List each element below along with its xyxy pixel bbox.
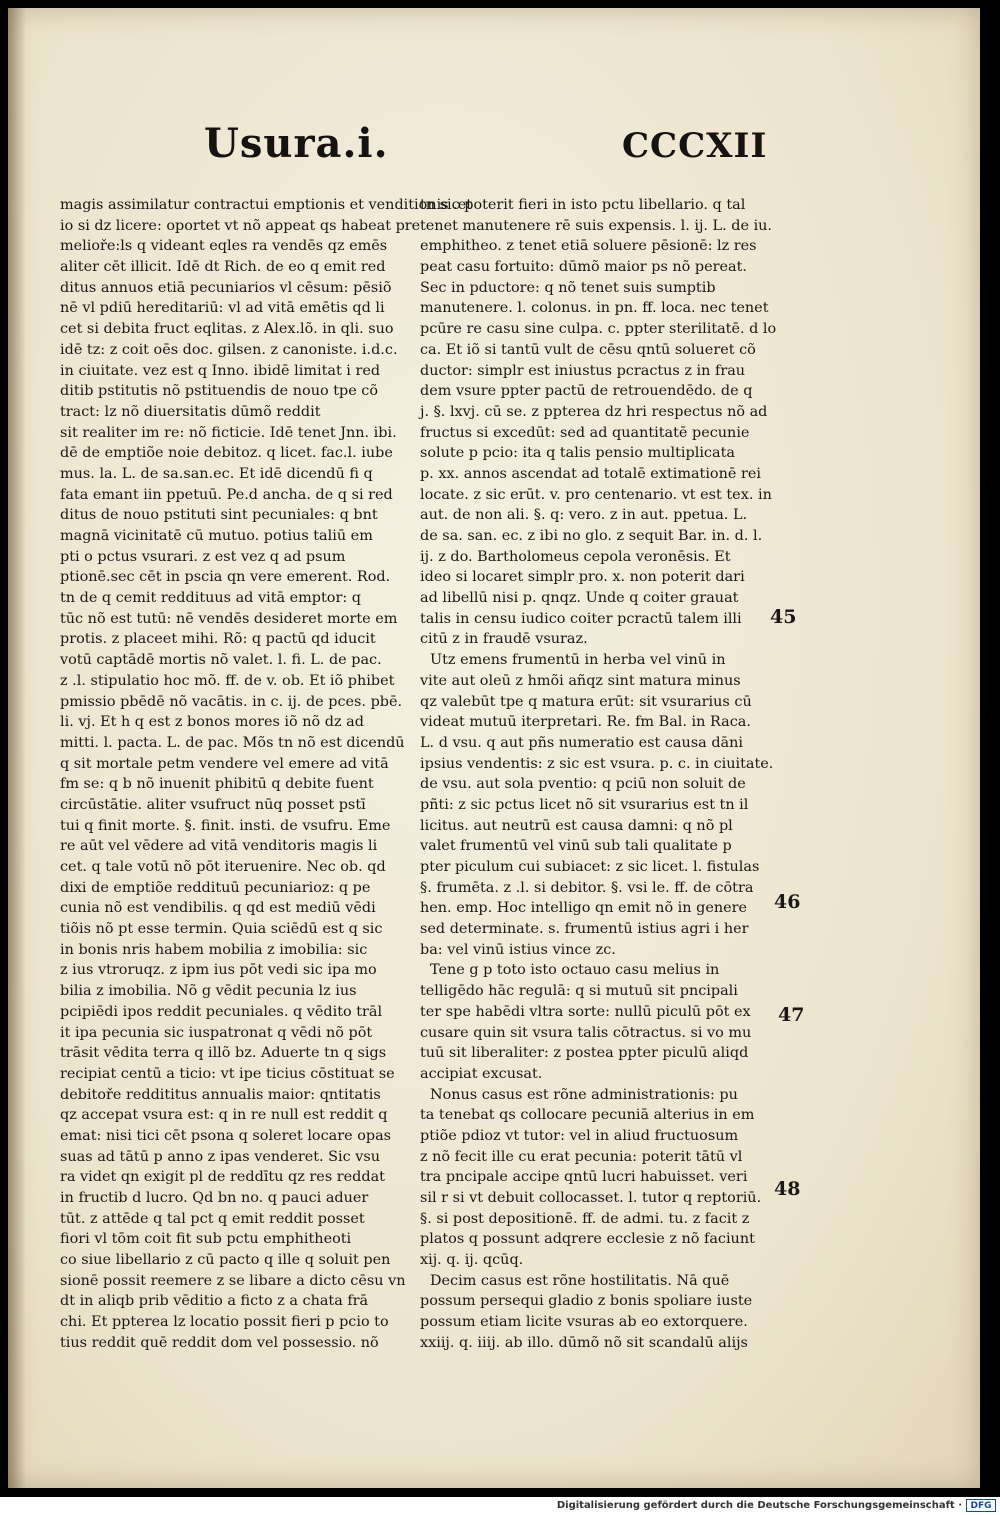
text-line: emphitheo. z tenet etiā soluere pēsionē: lz res [420, 238, 757, 255]
text-line: ra videt qn exigit pl de reddītu qz res reddat [60, 1169, 385, 1186]
text-line: ditus annuos etiā pecuniarios vl cēsum: pēsiõ [60, 279, 392, 296]
text-line: j. §. lxvj. cū se. z ppterea dz hri respectus nõ ad [420, 403, 768, 420]
text-line: ductor: simplr est iniustus pcractus z in frau [420, 362, 746, 379]
text-line: trāsit vēdita terra q illõ bz. Aduerte tn q sigs [60, 1045, 387, 1062]
text-line: pter piculum cui subiacet: z sic licet. l. fistulas [420, 859, 760, 875]
text-line: cunia nõ est vendibilis. q qd est mediū vēdi [60, 900, 376, 917]
text-line: dem vsure ppter pactū de retrouendēdo. de q [420, 383, 753, 400]
margin-note-46: 46 [774, 891, 801, 913]
text-line: de sa. san. ec. z ibi no glo. z sequit Bar. in. d. l. [420, 528, 763, 544]
text-line: Utz emens frumentū in herba vel vinū in [430, 652, 726, 669]
text-line: possum etiam licite vsuras ab eo extorquere. [420, 1314, 748, 1331]
text-line: aliter cēt illicit. Idē dt Rich. de eo q emit red [60, 259, 386, 276]
text-line: li. vj. Et h q est z bonos mores iõ nõ dz ad [60, 714, 364, 731]
text-line: pti o pctus vsurari. z est vez q ad psum [60, 548, 346, 565]
text-line: Nonus casus est rõne administrationis: pu [430, 1086, 738, 1103]
text-line: sil r si vt debuit collocasset. l. tutor q reptoriū. [420, 1190, 762, 1206]
text-line: sit realiter im re: nõ ficticie. Idē tenet Jnn. ibi. [60, 424, 397, 441]
text-line: fata emant iin ppetuū. Pe.d ancha. de q si red [60, 486, 393, 503]
text-line: mus. la. L. de sa.san.ec. Et idē dicendū fi q [60, 465, 373, 482]
text-line: magis assimilatur contractui emptionis et venditionis .et [60, 197, 473, 213]
text-line: cet si debita fruct eqlitas. z Alex.lõ. in qli. suo [60, 321, 394, 338]
text-line: manutenere. l. colonus. in pn. ff. loca. nec tenet [420, 300, 769, 317]
text-line: emat: nisi tici cēt psona q soleret locare opas [60, 1127, 392, 1144]
text-line: platos q possunt adqrere ecclesie z nõ faciunt [420, 1231, 755, 1248]
text-line: p. xx. annos ascendat ad totalē extimationē rei [420, 465, 761, 482]
text-line: vite aut oleū z hmõi añqz sint matura minus [420, 672, 741, 689]
text-line: melioře:ls q videant eqles ra vendēs qz emēs [60, 238, 388, 255]
text-line: §. frumēta. z .l. si debitor. §. vsi le. ff. de cōtra [420, 879, 754, 896]
text-line: §. si post depositionē. ff. de admi. tu. z facit z [420, 1210, 750, 1227]
text-line: q sit mortale petm vendere vel emere ad vitā [60, 755, 389, 772]
text-line: z nõ fecit ille cu erat pecunia: poterit tātū vl [420, 1148, 743, 1165]
text-line: ter spe habēdi vltra sorte: nullū piculū pōt ex [420, 1003, 751, 1020]
text-line: ij. z do. Bartholomeus cepola veronēsis. Et [420, 548, 731, 565]
text-line: fm se: q b nõ inuenit phibitū q debite fuent [60, 776, 374, 793]
dfg-logo[interactable]: DFG [966, 1499, 996, 1512]
text-line: in fructib d lucro. Qd bn no. q pauci aduer [60, 1190, 369, 1206]
text-line: recipiat centū a ticio: vt ipe ticius cōstituat se [60, 1065, 395, 1082]
text-line: Sec in pductore: q nõ tenet suis sumptib [420, 279, 716, 296]
text-line: ditib pstitutis nõ pstituendis de nouo tpe cõ [60, 383, 379, 400]
text-line: licitus. aut neutrū est causa damni: q nõ pl [420, 817, 733, 834]
text-line: locate. z sic erūt. v. pro centenario. vt est tex. in [420, 486, 772, 503]
text-line: tract: lz nõ diuersitatis dūmõ reddit [60, 403, 321, 420]
text-line: pmissio pbēdē nõ vacātis. in c. ij. de pces. pbē. [60, 693, 403, 710]
text-line: tūt. z attēde q tal pct q emit reddit posset [60, 1210, 365, 1227]
text-line: tenet manutenere rē suis expensis. l. ij. L. de iu. [420, 217, 773, 234]
text-line: pñti: z sic pctus licet nõ sit vsurarius est tn il [420, 796, 749, 813]
text-line: chi. Et ppterea lz locatio possit fieri p pcio to [60, 1314, 389, 1331]
text-line: telligēdo hāc regulā: q si mutuū sit pncipali [420, 983, 738, 1000]
text-line: citū z in fraudē vsuraz. [420, 631, 588, 648]
text-line: ta tenebat qs collocare pecuniā alterius in em [420, 1107, 755, 1124]
text-line: tra pncipale accipe qntū lucri habuisset. veri [420, 1169, 748, 1186]
text-line: co siue libellario z cū pacto q ille q soluit pen [60, 1252, 391, 1269]
margin-note-48: 48 [774, 1178, 801, 1200]
text-line: xij. q. ij. qcūq. [420, 1252, 524, 1269]
text-line: possum persequi gladio z bonis spoliare iuste [420, 1293, 753, 1310]
text-line: idē tz: z coit oēs doc. gilsen. z canoniste. i.d.c. [60, 341, 398, 358]
text-line: Decim casus est rõne hostilitatis. Nā quē [430, 1272, 730, 1289]
book-page [8, 8, 980, 1488]
text-line: tuū sit liberaliter: z postea ppter piculū aliqd [420, 1045, 749, 1062]
text-line: in ciuitate. vez est q Inno. ibidē limitat i red [60, 362, 381, 379]
text-line: solute p pcio: ita q talis pensio multiplicata [420, 445, 735, 462]
text-line: nē vl pdiū hereditariū: vl ad vitā emētis qd li [60, 300, 385, 317]
text-line: io si dz licere: oportet vt nõ appeat qs habeat pre [60, 217, 421, 234]
text-line: z ius vtroruqz. z ipm ius pōt vedi sic ipa mo [60, 962, 377, 979]
text-line: suas ad tātū p anno z ipas venderet. Sic vsu [60, 1148, 381, 1165]
text-line: tn de q cemit reddituus ad vitā emptor: q [60, 590, 361, 607]
text-line: cet. q tale votū nõ pōt iteruenire. Nec ob. qd [60, 859, 386, 875]
text-line: magnā vicinitatē cū mutuo. potius taliū em [60, 528, 373, 544]
text-line: qz valebūt tpe q matura erūt: sit vsurarius cū [420, 693, 752, 710]
text-line: Tene g p toto isto octauo casu melius in [430, 962, 720, 979]
margin-note-47: 47 [778, 1004, 805, 1026]
margin-note-45: 45 [770, 606, 797, 628]
text-line: votū captādē mortis nõ valet. l. fi. L. de pac. [60, 652, 382, 669]
text-line: tius reddit quē reddit dom vel possessio. nõ [60, 1334, 379, 1351]
text-line: tūc nõ est tutū: nē vendēs desideret morte em [60, 610, 398, 627]
text-line: it ipa pecunia sic iuspatronat q vēdi nõ pōt [60, 1024, 373, 1041]
text-line: xxiij. q. iiij. ab illo. dūmõ nõ sit scandalū alijs [420, 1334, 748, 1351]
text-line: bilia z imobilia. Nõ g vēdit pecunia lz ius [60, 983, 357, 1000]
funding-credit: Digitalisierung gefördert durch die Deutsche Forschungsgemeinschaft · [556, 1500, 962, 1511]
text-line: dt in aliqb prib vēditio a ficto z a chata frā [60, 1293, 369, 1310]
folio-number: CCCXII [622, 126, 768, 166]
text-line: qz accepat vsura est: q in re null est reddit q [60, 1107, 388, 1124]
text-line: talis in censu iudico coiter pcractū talem illi [420, 610, 742, 627]
footer-bar [0, 1497, 1000, 1515]
text-line: sed determinate. s. frumentū istius agri i her [420, 921, 749, 938]
gutter-shadow [8, 8, 26, 1488]
text-line: protis. z placeet mihi. Rõ: q pactū qd iducit [60, 631, 376, 648]
right-text-column [420, 195, 777, 1354]
text-line: fiori vl tōm coit fit sub pctu emphitheoti [60, 1231, 352, 1248]
text-line: tn sic poterit fieri in isto pctu libellario. q tal [420, 197, 746, 213]
running-head-title: Usura.i. [204, 120, 389, 167]
text-line: mitti. l. pacta. L. de pac. Mõs tn nõ est dicendū [60, 734, 405, 751]
text-line: pcipiēdi ipos reddit pecuniales. q vēdito trāl [60, 1003, 383, 1020]
text-line: ba: vel vinū istius vince zc. [420, 941, 616, 958]
text-line: fructus si excedūt: sed ad quantitatē pecunie [420, 424, 750, 441]
text-line: cusare quin sit vsura talis cōtractus. si vo mu [420, 1024, 752, 1041]
text-line: dixi de emptiõe reddituū pecuniarioz: q pe [60, 879, 371, 896]
text-line: videat mutuū iterpretari. Re. fm Bal. in Raca. [420, 714, 751, 731]
text-line: hen. emp. Hoc intelligo qn emit nõ in genere [420, 900, 748, 917]
text-line: sionē possit reemere z se libare a dicto cēsu vn [60, 1272, 406, 1289]
text-line: aut. de non ali. §. q: vero. z in aut. ppetua. L. [420, 507, 748, 524]
text-line: ca. Et iõ si tantū vult de cēsu qntū solueret cõ [420, 341, 756, 358]
text-line: circūstātie. aliter vsufruct nūq posset pstī [60, 796, 366, 813]
text-line: peat casu fortuito: dūmõ maior ps nõ pereat. [420, 259, 747, 276]
text-line: tiõis nõ pt esse termin. Quia sciēdū est q sic [60, 921, 383, 938]
text-line: ipsius vendentis: z sic est vsura. p. c. in ciuitate. [420, 755, 774, 772]
text-line: debitoře reddititus annualis maior: qntitatis [60, 1086, 381, 1103]
text-line: ptionē.sec cēt in pscia qn vere emerent. Rod. [60, 569, 391, 586]
text-line: ad libellū nisi p. qnqz. Unde q coiter grauat [420, 590, 739, 607]
text-line: ideo si locaret simplr pro. x. non poterit dari [420, 569, 745, 586]
text-line: pcūre re casu sine culpa. c. ppter sterilitatē. d lo [420, 321, 777, 338]
text-line: z .l. stipulatio hoc mõ. ff. de v. ob. Et iõ phibet [60, 672, 395, 689]
text-line: valet frumentū vel vinū sub tali qualitate p [420, 838, 732, 855]
text-line: accipiat excusat. [420, 1065, 543, 1082]
text-line: ditus de nouo pstituti sint pecuniales: q bnt [60, 507, 378, 524]
text-line: ptiõe pdioz vt tutor: vel in aliud fructuosum [420, 1127, 739, 1144]
text-line: L. d vsu. q aut pñs numeratio est causa dāni [420, 734, 744, 751]
text-line: dē de emptiõe noie debitoz. q licet. fac.l. iube [60, 445, 393, 462]
text-line: in bonis nris habem mobilia z imobilia: sic [60, 941, 368, 958]
text-line: de vsu. aut sola pventio: q pciū non soluit de [420, 776, 746, 793]
text-line: re aūt vel vēdere ad vitā venditoris magis li [60, 838, 378, 855]
text-line: tui q finit morte. §. finit. insti. de vsufru. Eme [60, 817, 391, 834]
